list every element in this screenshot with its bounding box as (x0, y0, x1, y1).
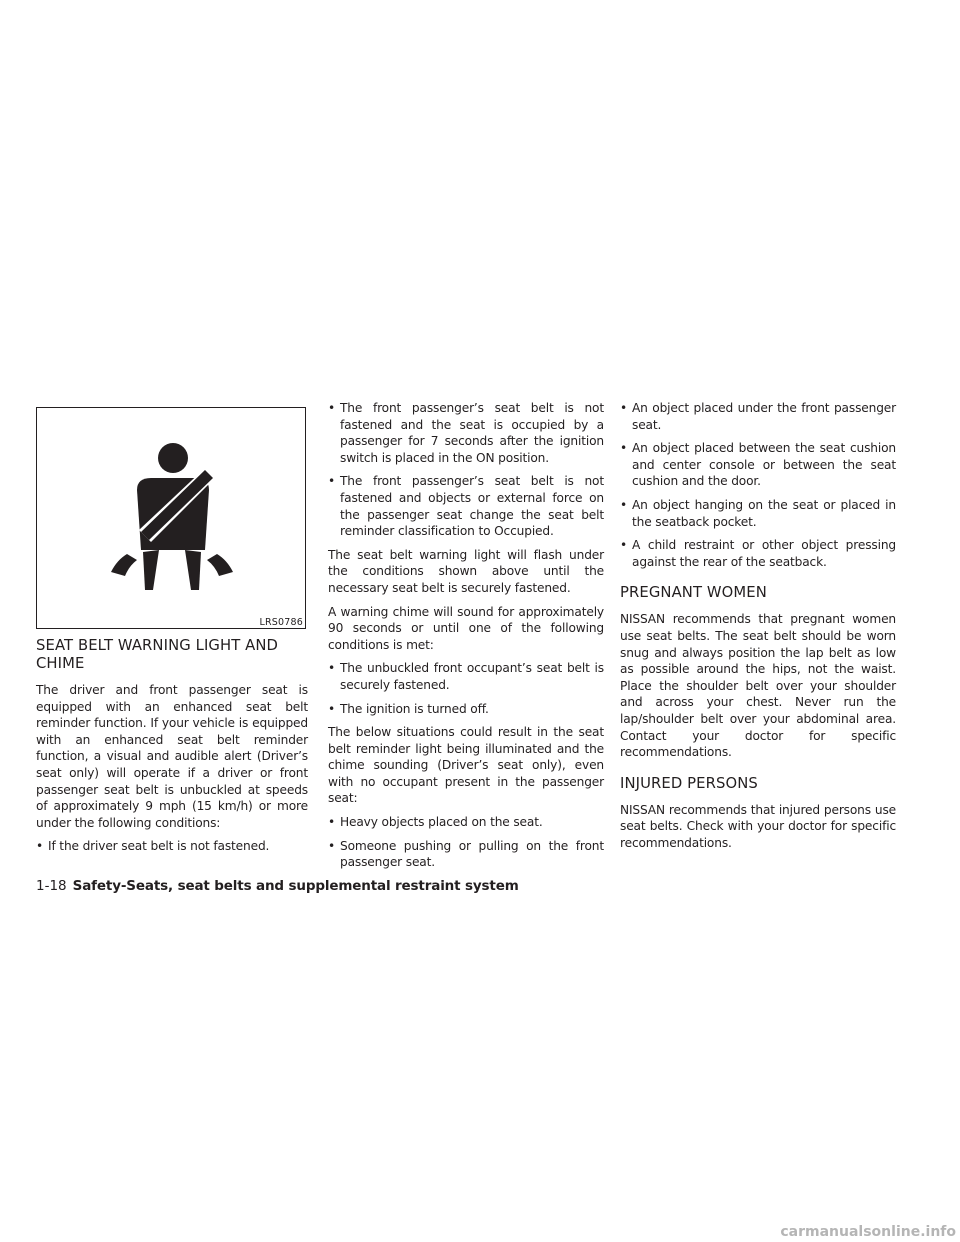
seat-belt-warning-figure (36, 407, 306, 629)
section-heading-pregnant-women: PREGNANT WOMEN (620, 584, 767, 602)
list-item: • A child restraint or other object pressing against the rear of the seatback. (620, 537, 896, 570)
situations-paragraph: The below situations could result in the seat belt reminder light being illuminated and the chime sounding (Driver’s seat only), even with no occupant present in the passenger seat: (328, 725, 604, 806)
list-item: • The unbuckled front occupant’s seat belt is securely fastened. (328, 660, 604, 693)
list-item: • Someone pushing or pulling on the front passenger seat. (328, 838, 604, 871)
list-item: • Heavy objects placed on the seat. (328, 814, 604, 831)
page-footer (36, 877, 519, 895)
flash-paragraph: The seat belt warning light will flash under the conditions shown above until the necessary seat belt is securely fastened. (328, 547, 604, 595)
section-heading-injured-persons: INJURED PERSONS (620, 774, 758, 792)
list-item: • The front passenger’s seat belt is not fastened and objects or external force on the passenger seat change the seat belt reminder classification to Occupied. (328, 473, 604, 539)
list-item: • An object hanging on the seat or placed in the seatback pocket. (620, 497, 896, 530)
seat-belt-warning-icon (107, 422, 237, 594)
section-heading-seat-belt-warning: SEAT BELT WARNING LIGHT AND CHIME (36, 637, 279, 672)
injured-persons-paragraph: NISSAN recommends that injured persons use seat belts. Check with your doctor for specific recommendations. (620, 802, 896, 850)
seat-belt-intro: The driver and front passenger seat is equipped with an enhanced seat belt reminder function. If your vehicle is equipped with an enhanced seat belt reminder function, a visual and audible alert (Driver’s seat only) will operate if a driver or front passenger seat belt is unbuckled at speeds of approximately 9 mph (15 km/h) or more under the following conditions: (36, 683, 308, 830)
column-3 (620, 400, 896, 858)
figure-label: LRS0786 (259, 617, 303, 628)
chapter-title: Safety-Seats, seat belts and supplemental restraint system (72, 878, 519, 894)
list-item: • An object placed under the front passenger seat. (620, 400, 896, 433)
list-item: • An object placed between the seat cushion and center console or between the seat cushion and the door. (620, 440, 896, 490)
watermark: carmanualsonline.info (780, 1224, 956, 1240)
column-1 (36, 400, 308, 862)
list-item: • The ignition is turned off. (328, 701, 604, 718)
pregnant-women-paragraph: NISSAN recommends that pregnant women use seat belts. The seat belt should be worn snug and always position the lap belt as low as possible around the hips, not the waist. Place the shoulder belt over your shoulder and across your chest. Never run the lap/shoulder belt over your abdominal area. Contact your doctor for specific recommendations. (620, 612, 896, 760)
list-item: • The front passenger’s seat belt is not fastened and the seat is occupied by a passenger for 7 seconds after the ignition switch is placed in the ON position. (328, 400, 604, 466)
list-item: • If the driver seat belt is not fastened. (36, 838, 308, 855)
column-2 (328, 400, 604, 878)
page-number: 1-18 (36, 878, 67, 894)
chime-paragraph: A warning chime will sound for approximately 90 seconds or until one of the following conditions is met: (328, 604, 604, 652)
